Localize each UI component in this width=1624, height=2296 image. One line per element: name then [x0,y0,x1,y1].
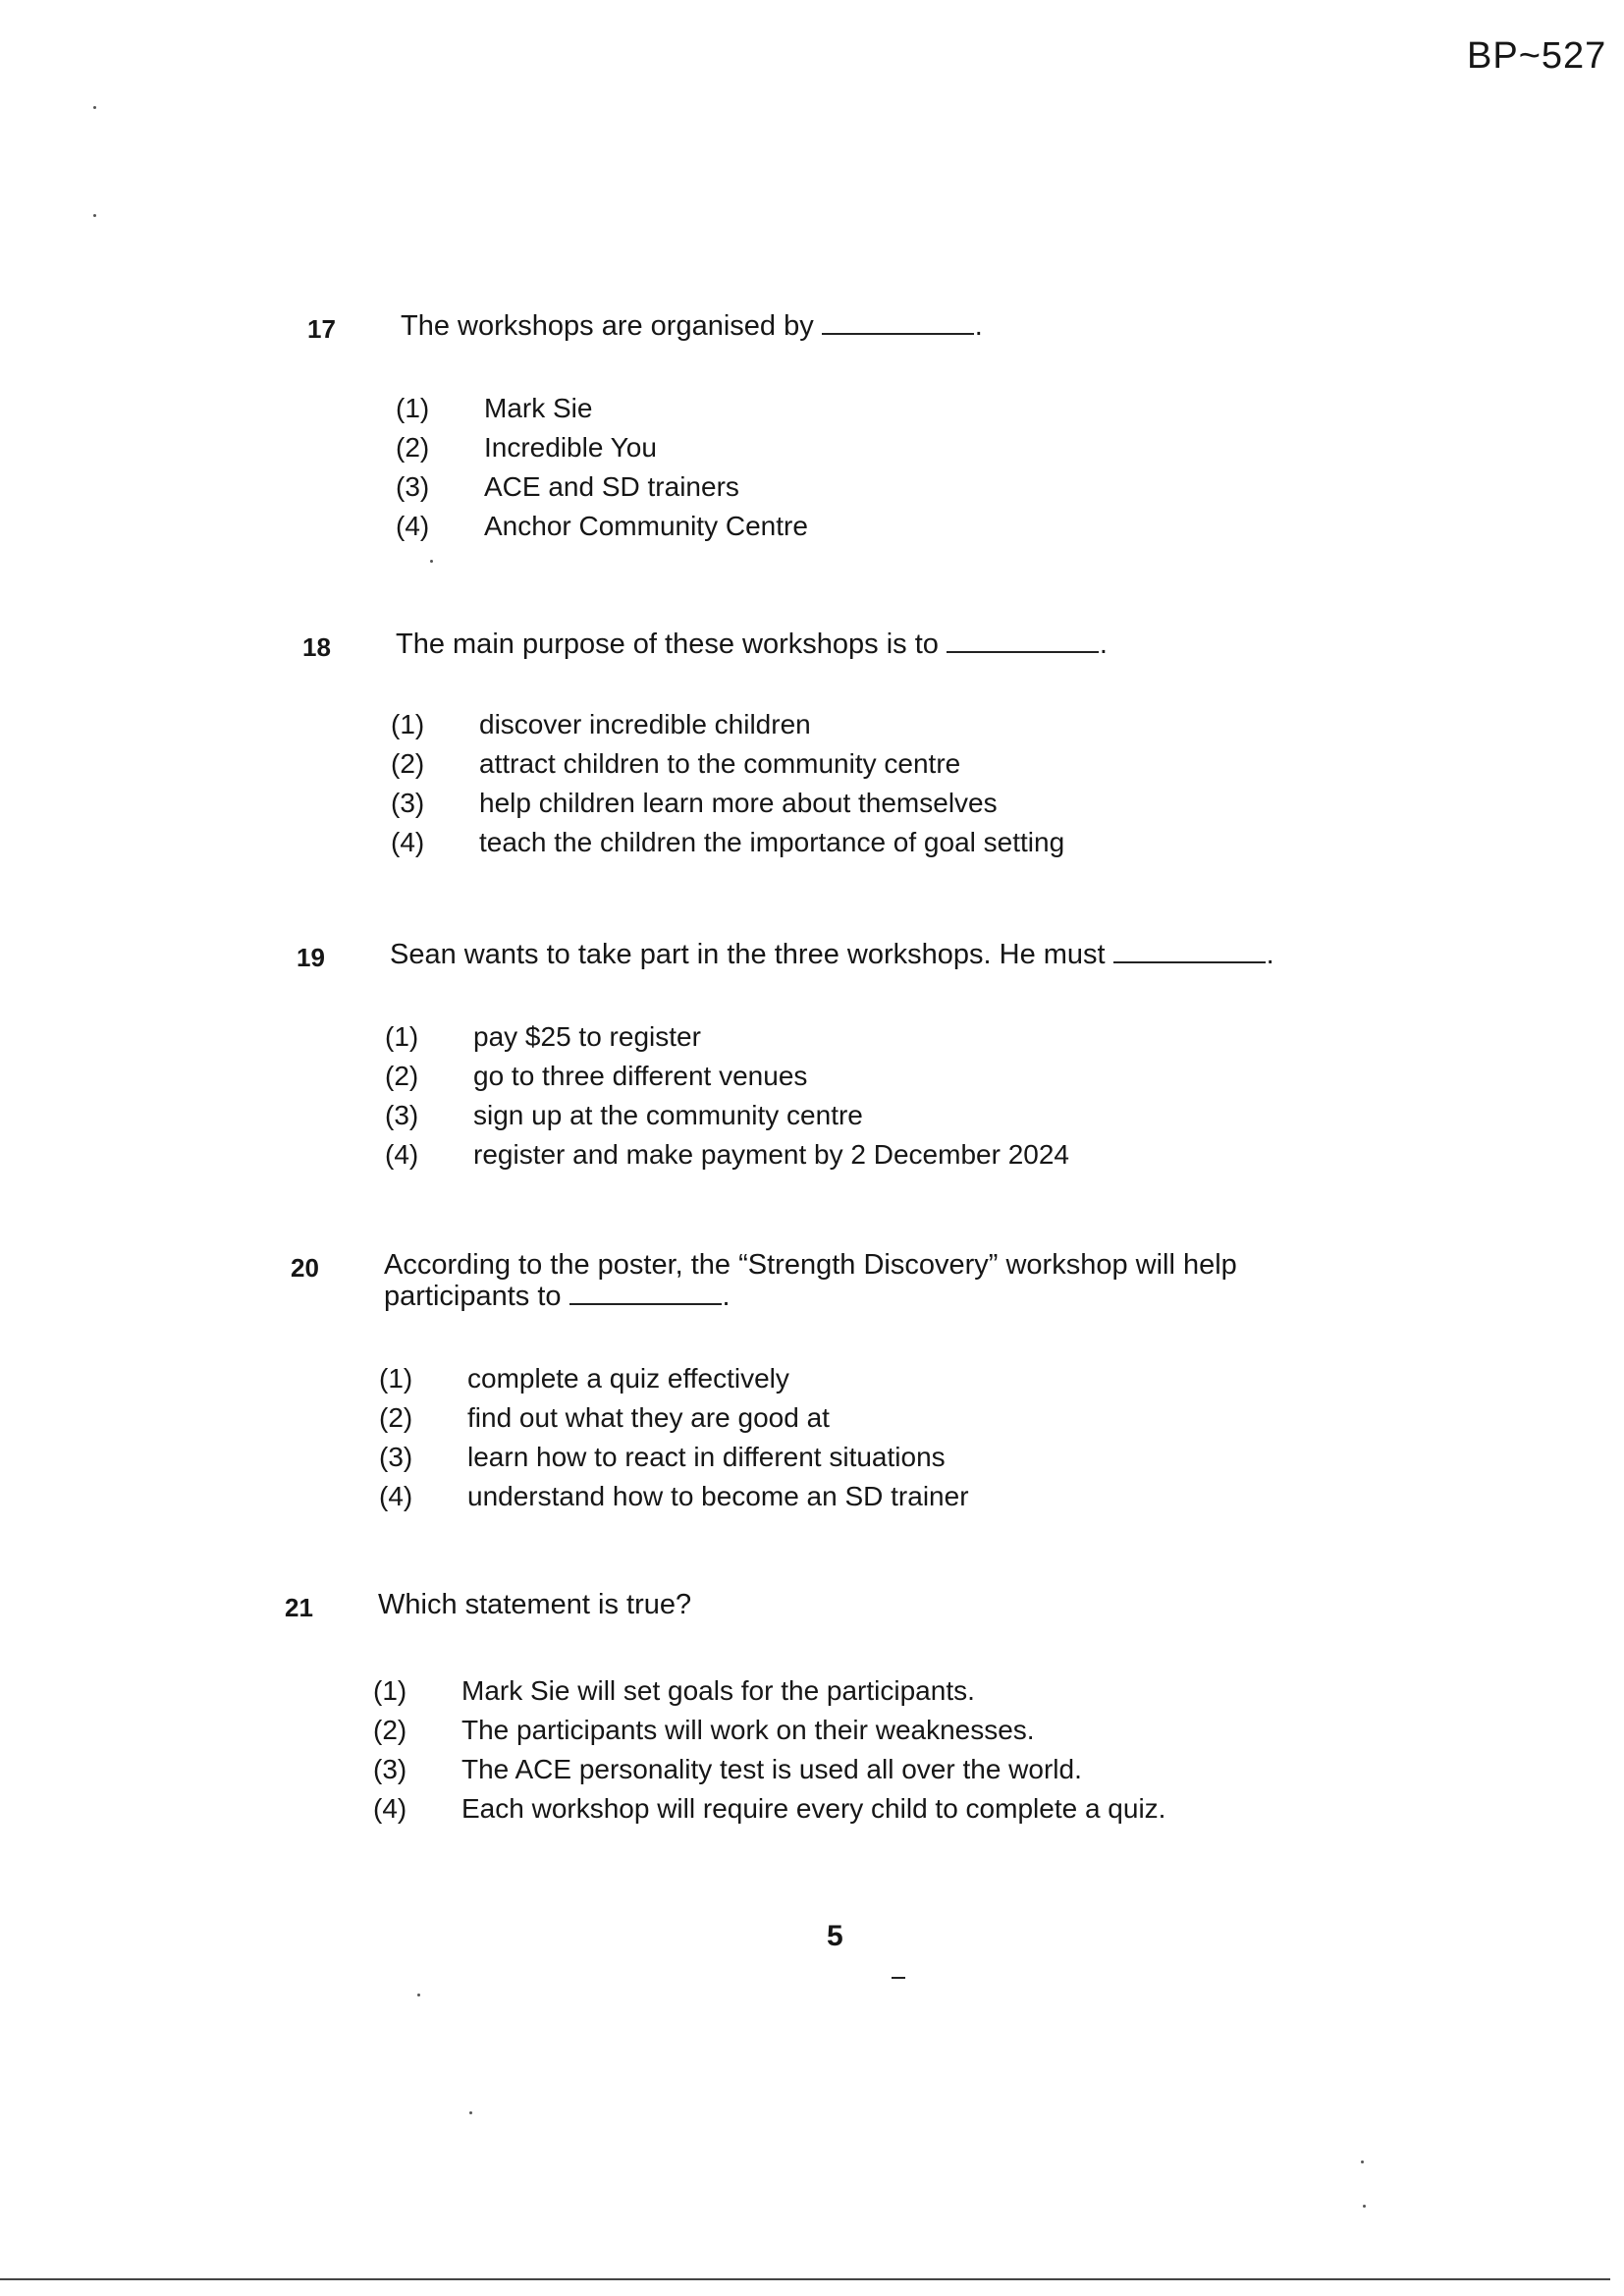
scan-bottom-border [0,2278,1610,2280]
answer-blank [1113,940,1266,963]
option-3: (3) sign up at the community centre [385,1100,863,1130]
option-list [391,705,1064,862]
option-list [373,1671,1165,1829]
option-2: (2) attract children to the community centre [391,748,961,779]
option-2: (2) Incredible You [396,432,657,463]
option-3: (3) The ACE personality test is used all over the world. [373,1754,1082,1784]
option-2: (2) find out what they are good at [379,1402,830,1433]
option-1: (1) complete a quiz effectively [379,1363,789,1394]
option-4: (4) Each workshop will require every child to complete a quiz. [373,1793,1166,1824]
scan-speck [430,560,433,563]
option-4: (4) teach the children the importance of goal setting [391,827,1065,857]
question-stem: The main purpose of these workshops is to . [396,629,1108,660]
option-list [385,1017,1069,1175]
option-list [379,1359,969,1516]
scan-dash-mark [892,1977,905,1979]
scan-speck [417,1994,420,1996]
question-number: 19 [297,943,325,972]
option-1: (1) discover incredible children [391,709,811,739]
question-stem: According to the poster, the “Strength Discovery” workshop will help participants to . [384,1249,1237,1312]
answer-blank [947,629,1099,653]
option-3: (3) help children learn more about themselves [391,788,998,818]
option-list [396,389,808,546]
option-4: (4) register and make payment by 2 December 2024 [385,1139,1069,1170]
question-stem: Sean wants to take part in the three workshops. He must . [390,939,1274,970]
option-3: (3) learn how to react in different situations [379,1442,946,1472]
question-number: 17 [307,314,336,344]
question-number: 18 [302,632,331,662]
option-1: (1) Mark Sie will set goals for the participants. [373,1675,975,1706]
document-code: BP~527 [1467,35,1607,77]
option-4: (4) Anchor Community Centre [396,511,808,541]
scan-speck [93,106,96,109]
answer-blank [569,1282,722,1305]
option-4: (4) understand how to become an SD trainer [379,1481,969,1511]
option-2: (2) go to three different venues [385,1061,808,1091]
answer-blank [822,311,974,335]
question-stem: Which statement is true? [378,1589,692,1620]
option-1: (1) Mark Sie [396,393,593,423]
question-stem: The workshops are organised by . [401,310,983,342]
option-3: (3) ACE and SD trainers [396,471,739,502]
scan-speck [469,2111,472,2114]
question-number: 21 [285,1593,313,1622]
scan-speck [1363,2205,1366,2208]
page-number: 5 [827,1920,843,1952]
option-1: (1) pay $25 to register [385,1021,701,1052]
scan-speck [93,214,96,217]
question-number: 20 [291,1253,319,1283]
scan-speck [1361,2160,1364,2163]
option-2: (2) The participants will work on their weaknesses. [373,1715,1035,1745]
